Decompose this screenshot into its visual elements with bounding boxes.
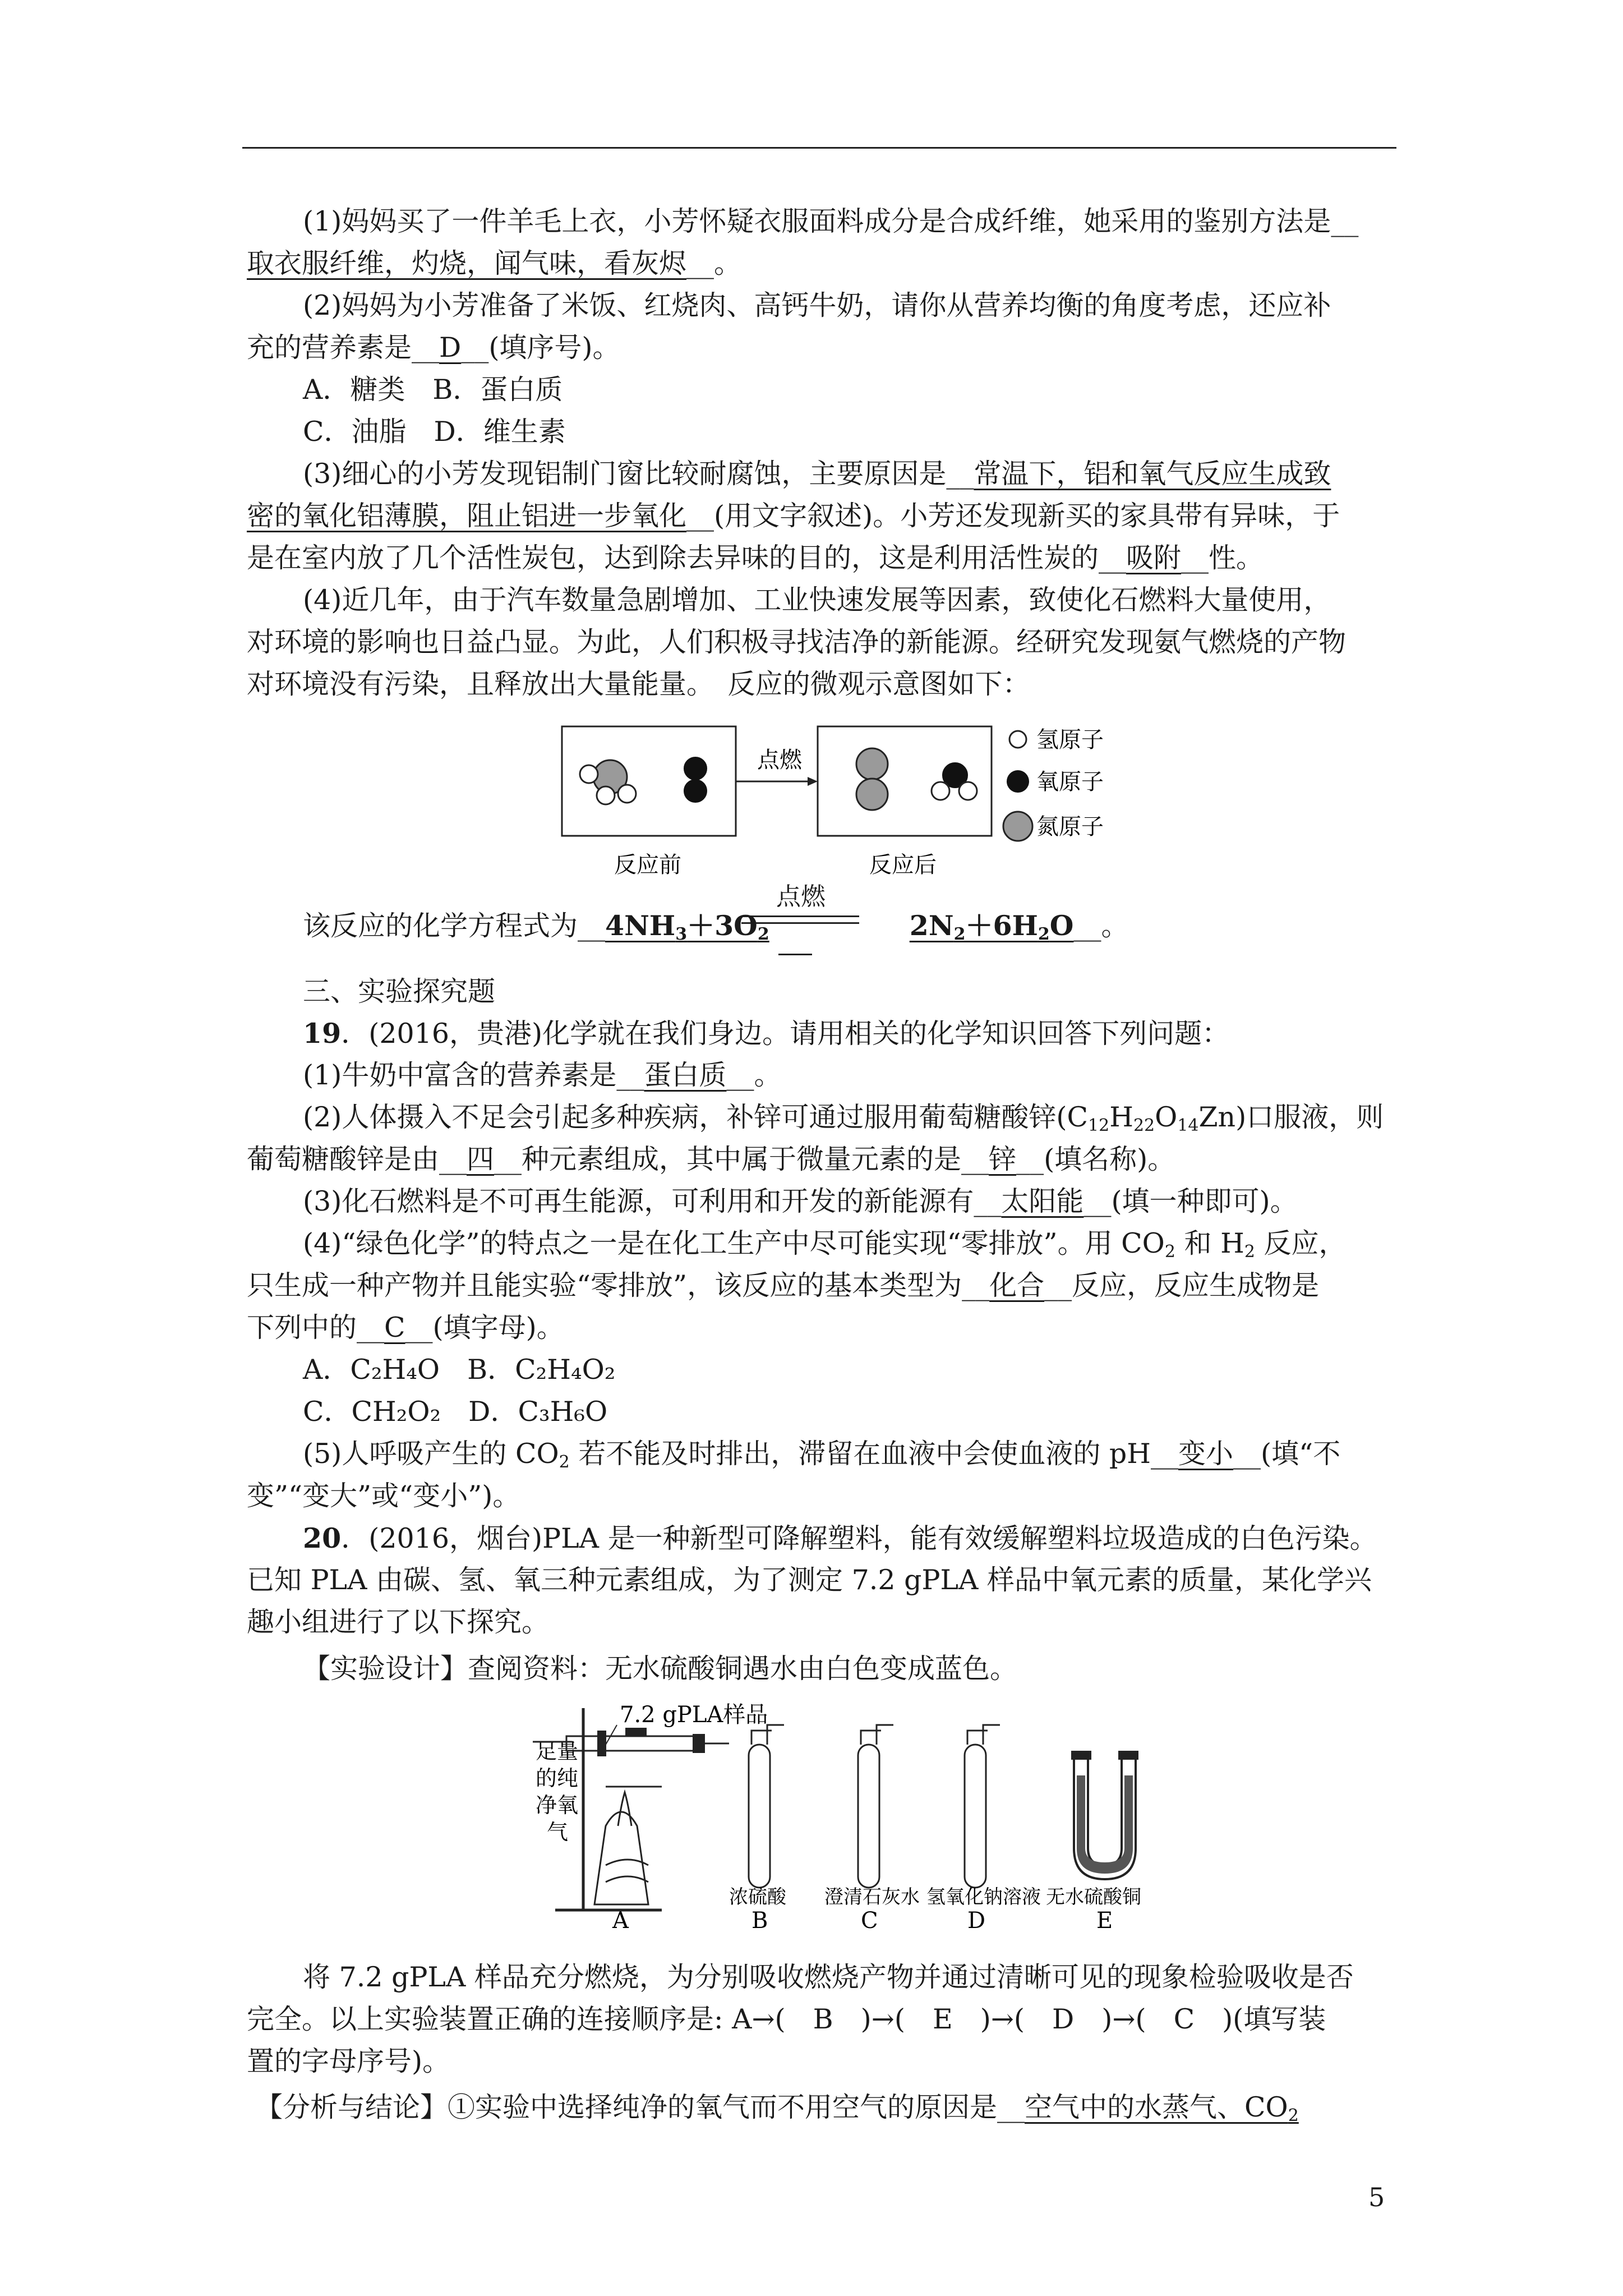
q20-para-line1: 将 7.2 gPLA 样品充分燃烧，为分别吸收燃烧产物并通过清晰可见的现象检验吸收是否 — [303, 1961, 1354, 1993]
nitrogen-molecule — [856, 748, 888, 810]
nitrogen-atom-icon — [1003, 812, 1032, 841]
q20-line2: 已知 PLA 由碳、氢、氧三种元素组成，为了测定 7.2 gPLA 样品中氧元素的质量，某化学兴 — [247, 1564, 1372, 1596]
tube-b — [749, 1725, 784, 1888]
q19-part4-line1: (4)“绿色化学”的特点之一是在化工生产中尽可能实现“零排放”。用 $CO_2$ 和 $H_2$ 反应， — [303, 1227, 1347, 1262]
q19-part5-line2: 变”“变大”或“变小”)。 — [247, 1480, 520, 1512]
q19-part1-answer: 蛋白质 — [644, 1059, 727, 1091]
q18-part2-answer: D — [439, 332, 462, 364]
q18-part3-line3: 是在室内放了几个活性炭包，达到除去异味的目的，这是利用活性炭的__吸附__性。 — [247, 542, 1264, 574]
q18-part3-answer-c: 吸附 — [1126, 542, 1182, 574]
oxygen-atom-icon — [1007, 770, 1029, 793]
q20-line3: 趣小组进行了以下探究。 — [247, 1606, 550, 1638]
q19-part2-line1: (2)人体摄入不足会引起多种疾病，补锌可通过服用葡萄糖酸锌$(C_{12}H_{22}O_{14}Zn)$口服液，则 — [303, 1101, 1384, 1135]
q18-part1-answer: 取衣服纤维，灼烧，闻气味，看灰烬 — [247, 247, 687, 279]
equation-products: $2N_2+6H_2O$ — [909, 909, 1074, 944]
q19-option-cd: C．CH₂O₂ D．C₃H₆O — [303, 1396, 608, 1428]
q19-heading: 19．(2016，贵港)化学就在我们身边。请用相关的化学知识回答下列问题： — [303, 1017, 1230, 1050]
legend-hydrogen: 氢原子 — [1036, 727, 1104, 753]
sample-label: 7.2 gPLA样品 — [620, 1702, 768, 1728]
arrow-label: 点燃 — [757, 747, 802, 773]
hydrogen-atom-icon — [1009, 731, 1026, 748]
q18-part4-line2: 对环境的影响也日益凸显。为此，人们积极寻找洁净的新能源。经研究发现氨气燃烧的产物 — [247, 626, 1347, 658]
page-number: 5 — [1368, 2182, 1385, 2212]
q18-part4-line1: (4)近几年，由于汽车数量急剧增加、工业快速发展等因素，致使化石燃料大量使用， — [303, 584, 1331, 616]
q19-part5-answer: 变小 — [1178, 1438, 1234, 1470]
q19-part3-answer: 太阳能 — [1001, 1185, 1084, 1217]
q18-part3-answer-b: 密的氧化铝薄膜，阻止铝进一步氧化 — [247, 500, 687, 532]
q19-part5-line1: (5)人呼吸产生的 $CO_2$ 若不能及时排出，滞留在血液中会使血液的 pH__变小__(填“不 — [303, 1438, 1341, 1472]
reagent-d: 氢氧化钠溶液 — [926, 1886, 1041, 1908]
gas-label-2: 的纯 — [536, 1766, 579, 1791]
q18-part3-line1: (3)细心的小芳发现铝制门窗比较耐腐蚀，主要原因是__常温下，铝和氧气反应生成致 — [303, 458, 1331, 490]
q18-option-ab: A．糖类 B．蛋白质 — [303, 374, 563, 406]
q19-part1: (1)牛奶中富含的营养素是__蛋白质__。 — [303, 1059, 782, 1091]
reagent-e: 无水硫酸铜 — [1046, 1886, 1141, 1908]
header-rule — [242, 147, 1396, 149]
label-b: B — [751, 1908, 768, 1932]
q19-part2-line2: 葡萄糖酸锌是由__四__种元素组成，其中属于微量元素的是__锌__(填名称)。 — [247, 1143, 1175, 1175]
gas-label-3: 净氧 — [536, 1793, 579, 1818]
equation-bar-3 — [778, 954, 812, 955]
q19-part2-answer-2: 锌 — [989, 1143, 1017, 1175]
q18-part1-line2: 取衣服纤维，灼烧，闻气味，看灰烬__。 — [247, 247, 742, 279]
q19-part4-answer-a: 化合 — [989, 1269, 1045, 1301]
q19-part2-answer-1: 四 — [467, 1143, 495, 1175]
reagent-b: 浓硫酸 — [729, 1886, 786, 1908]
reagent-c: 澄清石灰水 — [824, 1886, 920, 1908]
label-d: D — [967, 1908, 986, 1932]
q19-part4-answer-b: C — [384, 1312, 405, 1343]
legend-nitrogen: 氮原子 — [1036, 814, 1104, 840]
section-title: 三、实验探究题 — [303, 976, 496, 1007]
tube-c — [858, 1725, 893, 1888]
combustion-apparatus — [555, 1708, 729, 1910]
gas-label-4: 气 — [547, 1820, 569, 1844]
reaction-diagram — [550, 712, 1155, 881]
before-label: 反应前 — [614, 852, 681, 878]
gas-label-1: 足量 — [536, 1739, 579, 1764]
q18-part3-line2: 密的氧化铝薄膜，阻止铝进一步氧化__(用文字叙述)。小芳还发现新买的家具带有异味，于 — [247, 500, 1340, 532]
q18-part2-line1: (2)妈妈为小芳准备了米饭、红烧肉、高钙牛奶，请你从营养均衡的角度考虑，还应补 — [303, 289, 1331, 321]
tube-d — [965, 1725, 1000, 1888]
q20-design: 【实验设计】查阅资料：无水硫酸铜遇水由白色变成蓝色。 — [303, 1653, 1018, 1685]
q20-conclusion-answer: 空气中的水蒸气、$CO_2$ — [1025, 2091, 1299, 2125]
u-tube-e — [1071, 1751, 1138, 1879]
after-label: 反应后 — [869, 852, 937, 878]
water-molecule — [932, 763, 977, 800]
arrowhead — [808, 777, 818, 786]
apparatus-diagram — [522, 1697, 1166, 1932]
q19-part4-line3: 下列中的__C__(填字母)。 — [247, 1312, 564, 1343]
q18-part2-line2: 充的营养素是__D__(填序号)。 — [247, 332, 620, 364]
label-c: C — [861, 1908, 878, 1932]
label-a: A — [612, 1908, 629, 1932]
q18-part1-line1: (1)妈妈买了一件羊毛上衣，小芳怀疑衣服面料成分是合成纤维，她采用的鉴别方法是__ — [303, 205, 1359, 237]
ammonia-molecule — [580, 760, 636, 804]
q18-part3-answer-a: 常温下，铝和氧气反应生成致 — [974, 458, 1331, 490]
equation-condition: 点燃 — [776, 882, 826, 911]
q20-para-line2: 完全。以上实验装置正确的连接顺序是: A→( B )→( E )→( D )→( C )(填写装 — [247, 2003, 1326, 2035]
q20-heading: 20．(2016，烟台)PLA 是一种新型可降解塑料，能有效缓解塑料垃圾造成的白色污染。 — [303, 1522, 1377, 1554]
q18-part4-line3: 对环境没有污染，且释放出大量能量。 反应的微观示意图如下： — [247, 668, 1030, 700]
q18-equation-line: 该反应的化学方程式为$\_\_4NH_3+3O_2$ $2N_2+6H_2O\_\_$。 — [303, 909, 1129, 944]
q19-option-ab: A．C₂H₄O B．C₂H₄O₂ — [303, 1354, 616, 1386]
q19-part4-line2: 只生成一种产物并且能实验“零排放”，该反应的基本类型为__化合__反应，反应生成物是 — [247, 1269, 1320, 1301]
oxygen-molecule — [684, 757, 707, 802]
q18-option-cd: C．油脂 D．维生素 — [303, 416, 566, 448]
equation-reactants: $4NH_3+3O_2$ — [605, 909, 769, 944]
q20-para-line3: 置的字母序号)。 — [247, 2045, 450, 2077]
label-e: E — [1096, 1908, 1113, 1932]
q20-conclusion: 【分析与结论】①实验中选择纯净的氧气而不用空气的原因是__空气中的水蒸气、$CO_2$ — [255, 2091, 1299, 2125]
legend-oxygen: 氧原子 — [1036, 769, 1104, 795]
q19-part3: (3)化石燃料是不可再生能源，可利用和开发的新能源有__太阳能__(填一种即可)。 — [303, 1185, 1298, 1217]
